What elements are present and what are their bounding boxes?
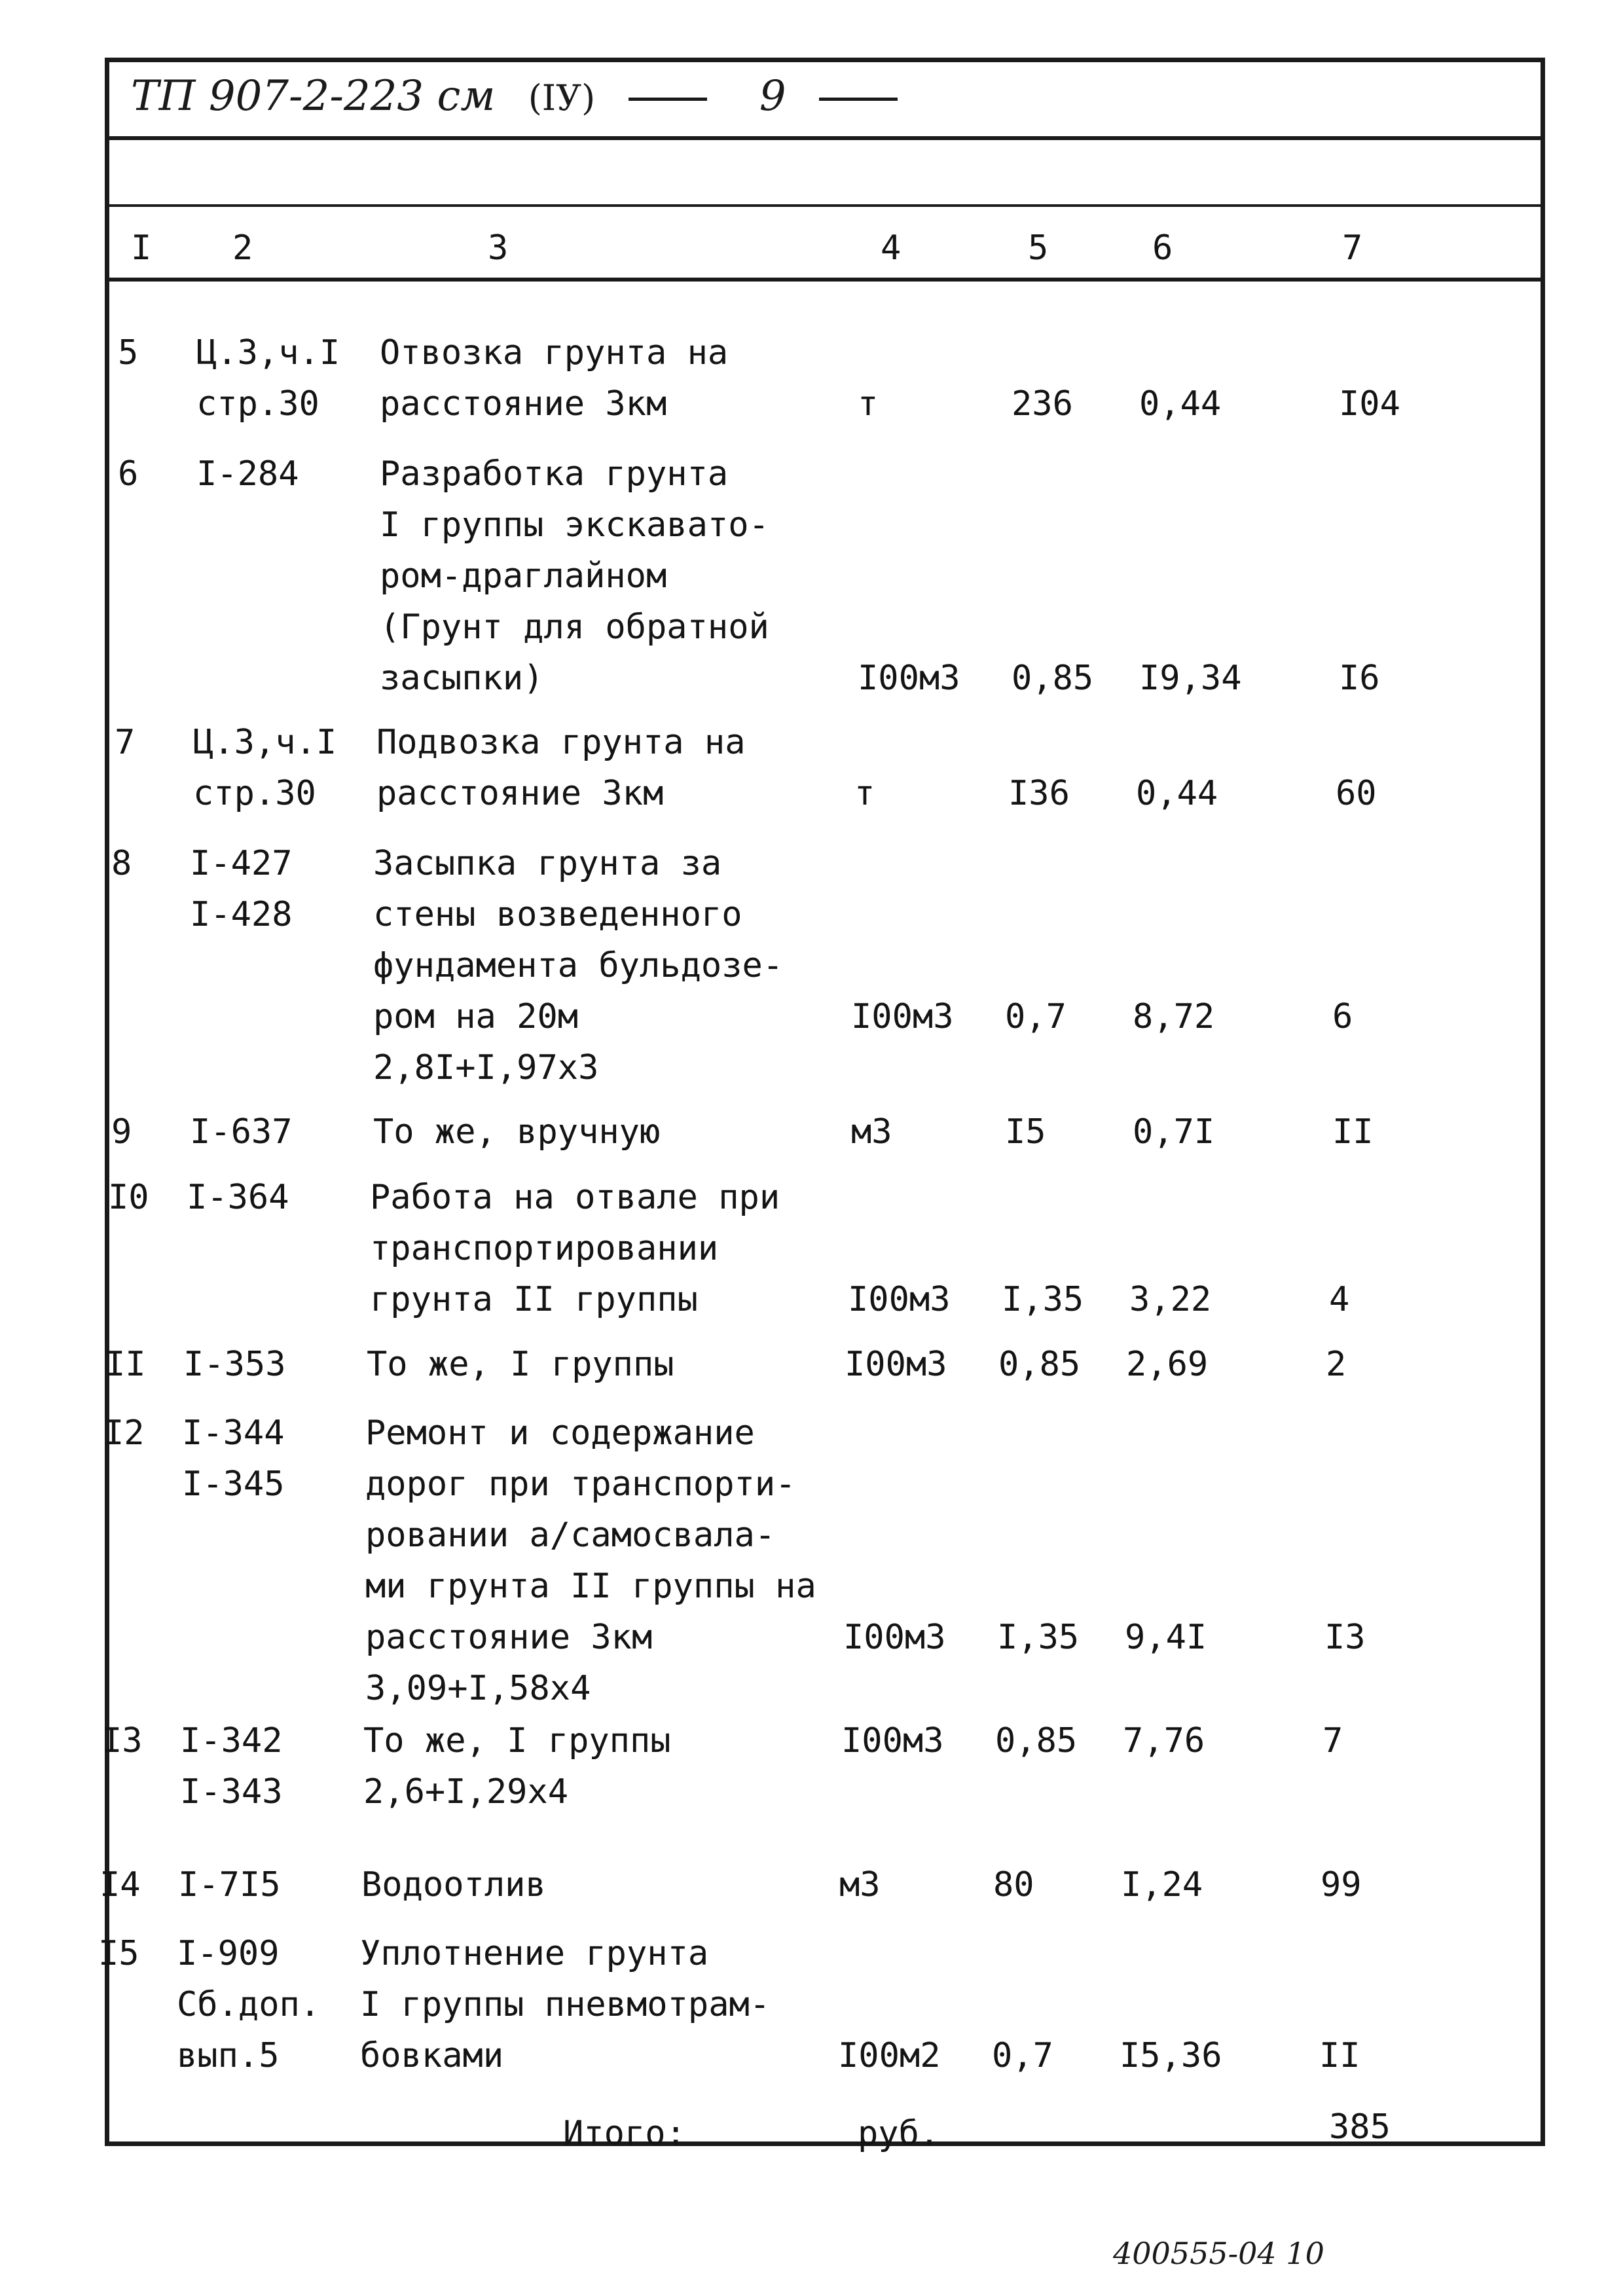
- header-rule-1: [105, 136, 1545, 140]
- row-unit-price: I,24: [1121, 1865, 1203, 1904]
- row-code: Ц.3,ч.I стр.30: [196, 333, 340, 424]
- row-description: То же, вручную: [373, 1112, 661, 1152]
- row-description: Ремонт и содержание дорог при транспорти- ровании а/самосвала- ми грунта II группы на расстояние 3км 3,09+I,58х4: [365, 1413, 816, 1708]
- row-unit-price: 0,44: [1136, 774, 1218, 813]
- row-quantity: 0,7: [1005, 997, 1067, 1036]
- row-code: I-284: [196, 454, 299, 494]
- column-number: 3: [488, 228, 509, 268]
- row-code: I-427 I-428: [190, 844, 293, 934]
- row-unit-price: 0,44: [1139, 384, 1222, 424]
- row-code: Ц.3,ч.I стр.30: [193, 723, 337, 813]
- row-number: 5: [118, 333, 139, 373]
- row-description: Уплотнение грунта I группы пневмотрам- бовками: [360, 1934, 771, 2075]
- row-code: I-364: [187, 1178, 289, 1217]
- row-cost: 6: [1332, 997, 1353, 1036]
- document-header: [131, 72, 917, 120]
- dash-right: [819, 98, 898, 101]
- row-unit: м3: [851, 1112, 892, 1152]
- total-label: Итого:: [563, 2114, 686, 2153]
- row-unit: м3: [839, 1865, 881, 1904]
- row-cost: II: [1319, 2036, 1360, 2075]
- row-description: Работа на отвале при транспортировании грунта II группы: [370, 1178, 780, 1319]
- row-quantity: 80: [993, 1865, 1034, 1904]
- row-cost: II: [1332, 1112, 1374, 1152]
- row-cost: I3: [1324, 1618, 1366, 1657]
- document-code: ТП 907-2-223 см: [131, 72, 496, 120]
- row-quantity: I,35: [997, 1618, 1080, 1657]
- row-unit: I00м3: [841, 1721, 944, 1760]
- column-number: 7: [1342, 228, 1363, 268]
- row-number: 8: [111, 844, 132, 883]
- row-unit: I00м3: [848, 1280, 951, 1319]
- total-unit: руб.: [858, 2114, 940, 2153]
- row-cost: 2: [1326, 1345, 1347, 1384]
- column-number: 5: [1028, 228, 1049, 268]
- row-code: I-637: [190, 1112, 293, 1152]
- row-cost: I04: [1339, 384, 1400, 424]
- row-quantity: I,35: [1002, 1280, 1084, 1319]
- row-cost: 4: [1329, 1280, 1350, 1319]
- row-number: I4: [100, 1865, 141, 1904]
- row-quantity: 0,85: [995, 1721, 1078, 1760]
- header-rule-2: [105, 204, 1545, 207]
- row-number: 7: [115, 723, 136, 762]
- column-number: 6: [1152, 228, 1173, 268]
- row-quantity: 0,85: [1012, 659, 1094, 698]
- footer-note: 400555-04 10: [1113, 2236, 1324, 2271]
- row-number: I0: [108, 1178, 149, 1217]
- row-quantity: I36: [1008, 774, 1070, 813]
- row-unit-price: 2,69: [1126, 1345, 1209, 1384]
- row-quantity: 236: [1012, 384, 1073, 424]
- row-number: I2: [103, 1413, 145, 1453]
- row-code: I-909 Сб.доп. вып.5: [177, 1934, 321, 2075]
- row-unit: I00м3: [843, 1618, 946, 1657]
- row-description: Водоотлив: [361, 1865, 546, 1904]
- row-cost: 7: [1322, 1721, 1343, 1760]
- row-code: I-342 I-343: [180, 1721, 283, 1812]
- row-quantity: 0,85: [998, 1345, 1081, 1384]
- row-unit: I00м2: [838, 2036, 941, 2075]
- row-cost: 60: [1336, 774, 1377, 813]
- column-number: 2: [232, 228, 253, 268]
- row-number: I3: [101, 1721, 143, 1760]
- row-number: II: [105, 1345, 146, 1384]
- dash-left: [629, 98, 707, 101]
- row-cost: I6: [1339, 659, 1380, 698]
- row-number: 9: [111, 1112, 132, 1152]
- page-number: 9: [759, 72, 786, 120]
- row-unit-price: 7,76: [1123, 1721, 1205, 1760]
- row-unit-price: I5,36: [1120, 2036, 1222, 2075]
- volume-number: (IУ): [528, 77, 596, 118]
- row-unit-price: 9,4I: [1125, 1618, 1207, 1657]
- row-description: Разработка грунта I группы экскавато- ром-драглайном (Грунт для обратной засыпки): [380, 454, 769, 698]
- row-code: I-344 I-345: [182, 1413, 285, 1504]
- total-value: 385: [1329, 2107, 1391, 2147]
- row-number: I5: [98, 1934, 139, 1973]
- row-quantity: I5: [1005, 1112, 1046, 1152]
- column-number: 4: [881, 228, 902, 268]
- row-unit-price: I9,34: [1139, 659, 1242, 698]
- row-unit: т: [858, 384, 879, 424]
- row-description: Засыпка грунта за стены возведенного фундамента бульдозе- ром на 20м 2,8I+I,97х3: [373, 844, 784, 1087]
- row-unit: т: [854, 774, 875, 813]
- row-description: То же, I группы: [367, 1345, 674, 1384]
- row-unit: I00м3: [851, 997, 954, 1036]
- row-description: Отвозка грунта на расстояние 3км: [380, 333, 729, 424]
- row-description: То же, I группы 2,6+I,29х4: [363, 1721, 671, 1812]
- row-number: 6: [118, 454, 139, 494]
- row-code: I-353: [183, 1345, 286, 1384]
- row-description: Подвозка грунта на расстояние 3км: [376, 723, 746, 813]
- row-unit: I00м3: [845, 1345, 947, 1384]
- row-unit-price: 8,72: [1133, 997, 1215, 1036]
- row-unit: I00м3: [858, 659, 960, 698]
- row-code: I-7I5: [178, 1865, 281, 1904]
- row-unit-price: 0,7I: [1133, 1112, 1215, 1152]
- header-rule-3: [105, 278, 1545, 282]
- row-cost: 99: [1321, 1865, 1362, 1904]
- row-unit-price: 3,22: [1129, 1280, 1212, 1319]
- row-quantity: 0,7: [992, 2036, 1053, 2075]
- column-number: I: [131, 228, 152, 268]
